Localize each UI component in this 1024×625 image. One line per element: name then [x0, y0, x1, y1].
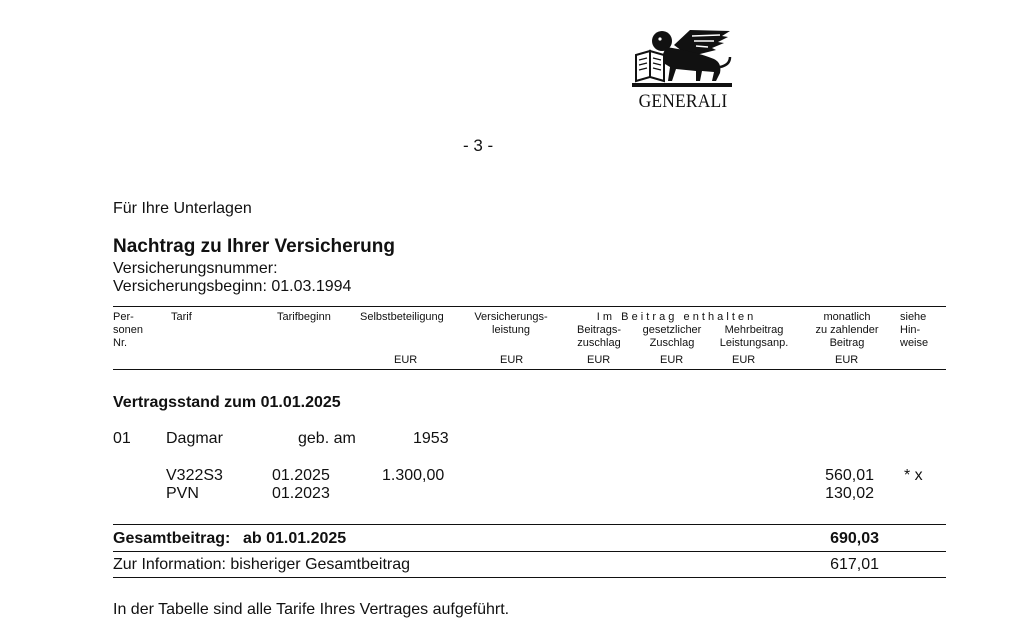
unit-premium-surcharge: EUR [587, 354, 611, 366]
generali-logo [628, 27, 738, 115]
page-number: - 3 - [463, 136, 494, 155]
unit-insured-benefit: EUR [500, 354, 524, 366]
header-insured-benefit: Versicherungs- leistung [474, 311, 548, 336]
born-label: geb. am [298, 430, 356, 447]
table-row-deductible: 1.300,00 [382, 467, 445, 484]
header-deductible: Selbstbeteiligung [360, 311, 444, 323]
header-tariff-start: Tarifbeginn [277, 311, 331, 323]
previous-bottom-rule [113, 577, 946, 578]
section-heading: Vertragsstand zum 01.01.2025 [113, 394, 341, 411]
total-top-rule [113, 524, 946, 525]
policy-number-label: Versicherungsnummer: [113, 260, 278, 277]
footer-note: In der Tabelle sind alle Tarife Ihres Vertrages aufgeführt. [113, 601, 510, 618]
table-row-tariff: V322S3 [166, 467, 223, 484]
total-label: Gesamtbeitrag: [113, 530, 231, 547]
policy-start: Versicherungsbeginn: 01.03.1994 [113, 278, 352, 295]
header-premium-surcharge: Beitrags- zuschlag [576, 324, 622, 349]
table-row-start: 01.2025 [272, 467, 330, 484]
total-bottom-rule [113, 551, 946, 552]
header-included-group: I m B e i t r a g e n t h a l t e n [596, 311, 754, 323]
born-year: 1953 [413, 430, 449, 447]
table-row-start: 01.2023 [272, 485, 330, 502]
previous-total-amount: 617,01 [830, 556, 879, 573]
table-row-tariff: PVN [166, 485, 199, 502]
header-tariff: Tarif [171, 311, 192, 323]
document-title: Nachtrag zu Ihrer Versicherung [113, 236, 395, 257]
header-monthly-premium: monatlich zu zahlender Beitrag [815, 311, 879, 349]
logo-wordmark: GENERALI [638, 91, 728, 112]
winged-lion-icon [630, 27, 734, 89]
unit-monthly-premium: EUR [835, 354, 859, 366]
person-name: Dagmar [166, 430, 223, 447]
table-top-rule [113, 306, 946, 307]
unit-extra-premium: EUR [732, 354, 756, 366]
unit-statutory-surcharge: EUR [660, 354, 684, 366]
header-statutory-surcharge: gesetzlicher Zuschlag [642, 324, 702, 349]
person-nr: 01 [113, 430, 131, 447]
total-from: ab 01.01.2025 [243, 530, 347, 547]
table-row-monthly: 560,01 [825, 467, 874, 484]
header-notes: siehe Hin- weise [900, 311, 929, 349]
header-extra-premium: Mehrbeitrag Leistungsanp. [719, 324, 789, 349]
header-persons-nr: Per- sonen Nr. [113, 311, 143, 349]
previous-total-label: Zur Information: bisheriger Gesamtbeitrag [113, 556, 411, 573]
total-amount: 690,03 [830, 530, 879, 547]
for-records-label: Für Ihre Unterlagen [113, 200, 252, 217]
table-header-rule [113, 369, 946, 370]
unit-deductible: EUR [394, 354, 418, 366]
table-row-note: * x [904, 467, 923, 484]
table-row-monthly: 130,02 [825, 485, 874, 502]
